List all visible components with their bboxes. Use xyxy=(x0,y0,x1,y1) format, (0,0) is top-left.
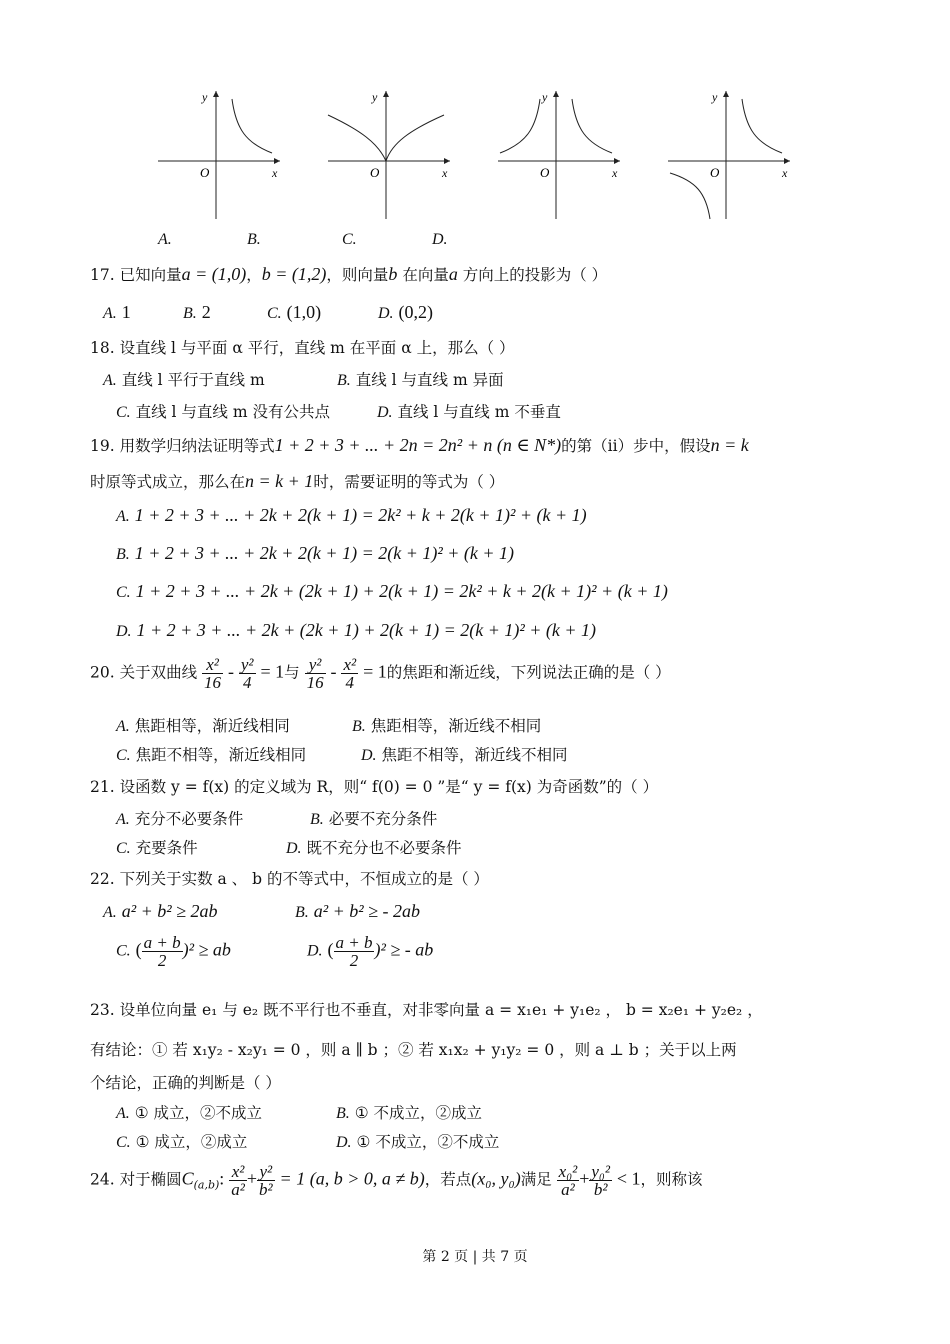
q19-option-b: B. 1 + 2 + 3 + ... + 2k + 2(k + 1) = 2(k + 1)² + (k + 1) xyxy=(116,543,515,563)
q23-stem-line3: 个结论，正确的判断是（ ） xyxy=(90,1074,281,1092)
graph-option-d: D. xyxy=(432,231,448,248)
axis-label: y xyxy=(202,90,208,104)
q20-frac-2: $\frac{\text{y²}}{4}$ xyxy=(240,655,254,692)
q17-option-d: D. (0,2) xyxy=(378,302,433,322)
axis-label: y xyxy=(542,90,548,104)
graph-option-c: C. xyxy=(342,231,357,248)
q20-frac-3: $\frac{\text{y²}}{16}$ xyxy=(306,655,324,692)
q18-option-a: A. 直线 l 平行于直线 m xyxy=(103,371,265,389)
axis-label: O xyxy=(540,165,550,180)
q20-option-d: D. 焦距不相等，渐近线不相同 xyxy=(361,746,568,764)
axis-label: x xyxy=(782,166,788,180)
q19-option-c: C. 1 + 2 + 3 + ... + 2k + (2k + 1) + 2(k + 1) = 2k² + k + 2(k + 1)² + (k + 1) xyxy=(116,581,668,601)
q19-option-d: D. 1 + 2 + 3 + ... + 2k + (2k + 1) + 2(k + 1) = 2(k + 1)² + (k + 1) xyxy=(116,620,597,640)
q23-option-d: D. ① 不成立，②不成立 xyxy=(336,1133,500,1151)
q20-option-a: A. 焦距相等，渐近线相同 xyxy=(116,717,290,735)
q21-option-d: D. 既不充分也不必要条件 xyxy=(286,839,462,857)
q23-option-c: C. ① 成立，②成立 xyxy=(116,1133,248,1151)
graph-d xyxy=(668,90,790,219)
page-footer: 第 2 页 | 共 7 页 xyxy=(422,1249,528,1265)
q19-option-a: A. 1 + 2 + 3 + ... + 2k + 2(k + 1) = 2k² + k + 2(k + 1)² + (k + 1) xyxy=(116,505,587,525)
axis-label: O xyxy=(710,165,720,180)
q23-stem-line2: 有结论：① 若 x₁y₂ - x₂y₁ = 0 ，则 a ∥ b ；② 若 x₁x₂ + y₁y₂ = 0 ，则 a ⊥ b ；关于以上两 xyxy=(90,1041,737,1059)
q21-option-a: A. 充分不必要条件 xyxy=(116,810,244,828)
q17-stem: 17. 已知向量a = (1,0)，b = (1,2)，则向量b 在向量a 方向上的投影为（ ） xyxy=(90,264,608,284)
q22-option-c: C. ( $\frac{a + b}{2}$ )² ≥ ab xyxy=(116,933,231,970)
graph-figures xyxy=(150,85,810,230)
q22-stem: 22. 下列关于实数 a 、 b 的不等式中，不恒成立的是（ ） xyxy=(90,870,489,888)
graph-a xyxy=(158,90,280,219)
q18-option-b: B. 直线 l 与直线 m 异面 xyxy=(337,371,504,389)
q22-option-a: A. a² + b² ≥ 2ab xyxy=(103,901,218,921)
axis-label: y xyxy=(712,90,718,104)
q20-option-b: B. 焦距相等，渐近线不相同 xyxy=(352,717,542,735)
axis-label: x xyxy=(272,166,278,180)
q21-option-b: B. 必要不充分条件 xyxy=(310,810,438,828)
graph-b xyxy=(328,90,450,219)
q20-option-c: C. 焦距不相等，渐近线相同 xyxy=(116,746,307,764)
q20-stem: 20. 关于双曲线 $\frac{\text{x²}}{16}$ - $\frac{\text{y²}}{4}$ = 1与 $\frac{\text{y²}}{16}$ - $\frac{\text{x²}}{4}$ = 1的焦距和渐近线，下列说法正确的是（ ） xyxy=(90,655,671,692)
q19-stem-line2: 时原等式成立，那么在n = k + 1时，需要证明的等式为（ ） xyxy=(90,471,505,491)
q23-stem-line1: 23. 设单位向量 e₁ 与 e₂ 既不平行也不垂直，对非零向量 a = x₁e₁ + y₁e₂ ， b = x₂e₁ + y₂e₂ ， xyxy=(90,1001,763,1019)
axis-label: x xyxy=(442,166,448,180)
axis-label: O xyxy=(200,165,210,180)
q17-option-c: C. (1,0) xyxy=(267,302,322,322)
axis-label: O xyxy=(370,165,380,180)
q20-frac-1: $\frac{\text{x²}}{16}$ xyxy=(204,655,222,692)
q17-option-a: A. 1 xyxy=(103,302,131,322)
q24-stem: 24. 对于椭圆$C_{(a,b)}$: $\frac{\text{x²}}{\text{a²}}$ + $\frac{\text{y²}}{\text{b²}}$ = 1 (a, b > 0, a ≠ b)，若点(x₀, y₀)满足 $\frac{\text{x₀²}}{\text{a²}}$ + $\frac{\text{y₀²}}{\text{b²}}$ < 1，则称该 xyxy=(90,1162,703,1199)
q22-option-d: D. ( $\frac{a + b}{2}$ )² ≥ - ab xyxy=(307,933,434,970)
q23-option-b: B. ① 不成立，②成立 xyxy=(336,1104,483,1122)
q18-stem: 18. 设直线 l 与平面 α 平行，直线 m 在平面 α 上，那么（ ） xyxy=(90,339,515,357)
q23-option-a: A. ① 成立，②不成立 xyxy=(116,1104,263,1122)
axis-label: x xyxy=(612,166,618,180)
q17-option-b: B. 2 xyxy=(183,302,211,322)
graph-option-a: A. xyxy=(158,231,172,248)
q18-option-d: D. 直线 l 与直线 m 不垂直 xyxy=(377,403,561,421)
q21-option-c: C. 充要条件 xyxy=(116,839,198,857)
graph-c xyxy=(498,90,620,219)
q18-option-c: C. 直线 l 与直线 m 没有公共点 xyxy=(116,403,330,421)
q21-stem: 21. 设函数 y = f(x) 的定义域为 R，则“ f(0) = 0 ”是“ y = f(x) 为奇函数”的（ ） xyxy=(90,778,659,796)
q19-stem-line1: 19. 用数学归纳法证明等式1 + 2 + 3 + ... + 2n = 2n² + n (n ∈ N*)的第（ii）步中，假设n = k xyxy=(90,435,749,455)
graph-option-b: B. xyxy=(247,231,261,248)
q20-frac-4: $\frac{\text{x²}}{4}$ xyxy=(343,655,357,692)
q22-option-b: B. a² + b² ≥ - 2ab xyxy=(295,901,421,921)
axis-label: y xyxy=(372,90,378,104)
